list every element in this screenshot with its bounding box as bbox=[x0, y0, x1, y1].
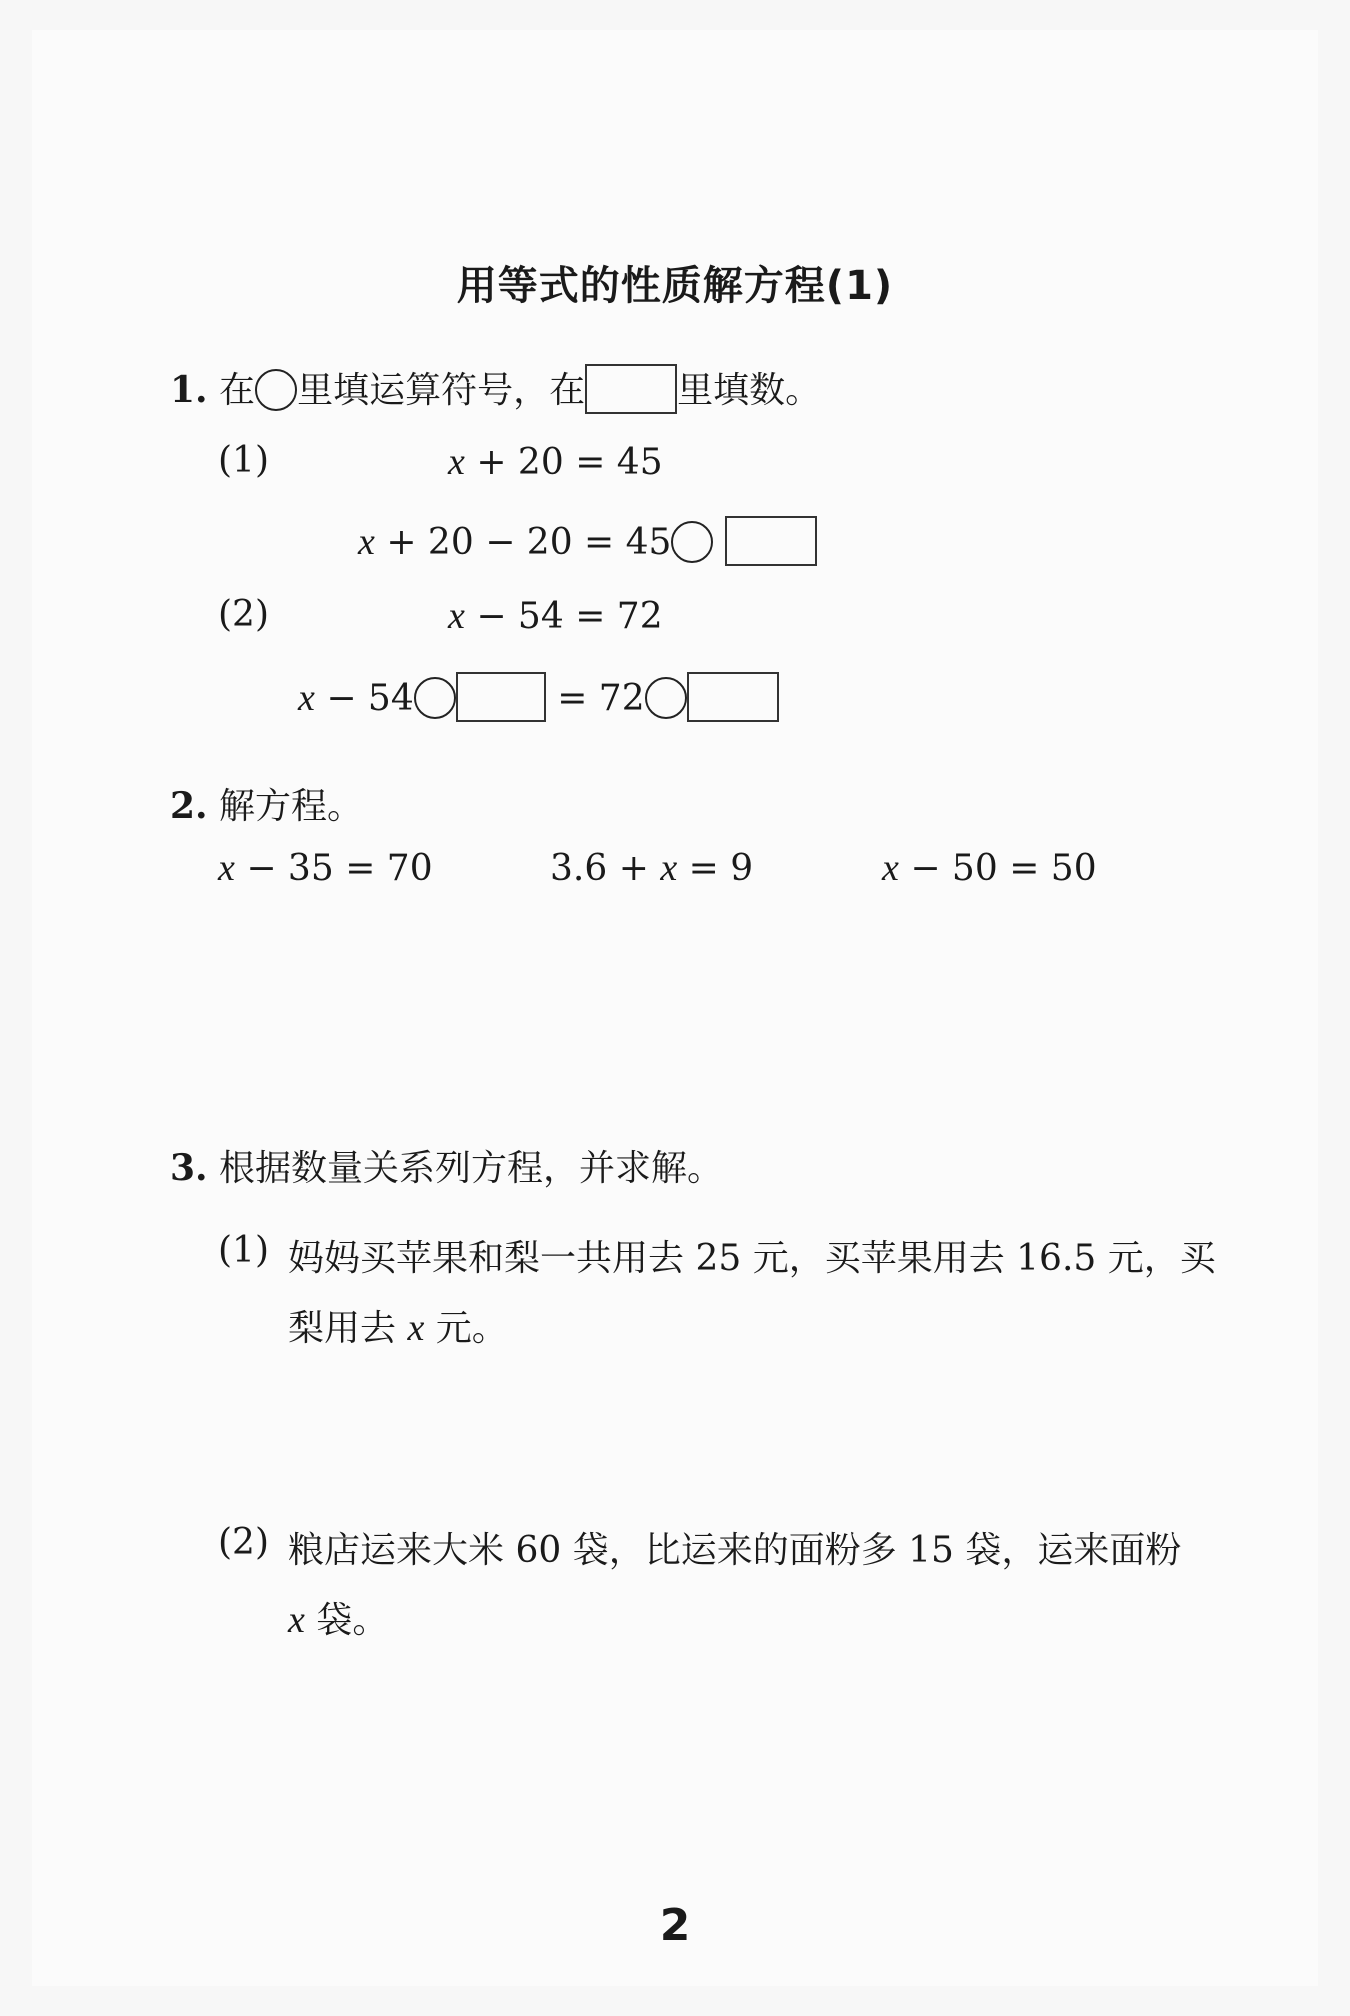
variable-x: x bbox=[288, 1599, 305, 1641]
equation-text: + 20 = 45 bbox=[476, 442, 663, 483]
equation-text: − 54 = 72 bbox=[476, 596, 663, 637]
question-2-equation-1 bbox=[218, 846, 433, 890]
page-title: 用等式的性质解方程(1) bbox=[456, 263, 894, 309]
question-1-text-a: 在 bbox=[219, 370, 256, 411]
question-1-prompt bbox=[170, 362, 821, 414]
question-1-part-2-equation bbox=[448, 594, 663, 638]
variable-x: x bbox=[448, 441, 465, 483]
question-2-equation-3 bbox=[882, 846, 1097, 890]
question-2-equation-2 bbox=[550, 846, 753, 890]
equation-text: − 54 bbox=[326, 678, 414, 719]
variable-x: x bbox=[448, 595, 465, 637]
question-1-text-b: 里填运算符号，在 bbox=[297, 370, 586, 411]
question-2-number: 2. bbox=[170, 785, 208, 827]
question-2-text: 解方程。 bbox=[219, 786, 364, 827]
page-background bbox=[32, 30, 1318, 1986]
question-1-part-1-equation bbox=[448, 440, 663, 484]
question-1-part-1-step bbox=[358, 516, 817, 566]
answer-circle[interactable] bbox=[671, 521, 713, 563]
variable-x: x bbox=[660, 847, 678, 889]
question-3-prompt bbox=[170, 1140, 723, 1191]
variable-x: x bbox=[358, 521, 375, 563]
question-1-part-1-label: (1) bbox=[218, 440, 269, 481]
equation-text: 3.6 + bbox=[550, 848, 649, 889]
equation-text: + 20 − 20 = 45 bbox=[386, 522, 672, 563]
question-1-text-c: 里填数。 bbox=[677, 370, 822, 411]
answer-box[interactable] bbox=[456, 672, 546, 722]
page-number: 2 bbox=[659, 1900, 691, 1951]
answer-circle[interactable] bbox=[645, 677, 687, 719]
question-3-text: 根据数量关系列方程，并求解。 bbox=[219, 1148, 724, 1189]
answer-box[interactable] bbox=[687, 672, 779, 722]
equation-text: − 50 = 50 bbox=[910, 848, 1097, 889]
answer-box[interactable] bbox=[725, 516, 817, 566]
question-2-prompt bbox=[170, 778, 363, 829]
problem-text: 元。 bbox=[435, 1308, 508, 1349]
question-3-part-2-line-1: 粮店运来大米 60 袋，比运来的面粉多 15 袋，运来面粉 bbox=[288, 1530, 1182, 1571]
question-3-part-2-label: (2) bbox=[218, 1522, 269, 1563]
equation-text: = 72 bbox=[557, 678, 645, 719]
variable-x: x bbox=[298, 677, 315, 719]
variable-x: x bbox=[882, 847, 899, 889]
question-1-number: 1. bbox=[170, 369, 208, 411]
equation-text: − 35 = 70 bbox=[246, 848, 433, 889]
question-3-part-1-line-2 bbox=[288, 1300, 508, 1351]
question-3-number: 3. bbox=[170, 1147, 208, 1189]
question-3-part-1-label: (1) bbox=[218, 1230, 269, 1271]
variable-x: x bbox=[218, 847, 235, 889]
question-1-part-2-label: (2) bbox=[218, 594, 269, 635]
problem-text: 袋。 bbox=[316, 1600, 389, 1641]
question-3-part-2-line-2 bbox=[288, 1592, 388, 1643]
problem-text: 梨用去 bbox=[288, 1308, 397, 1349]
circle-symbol bbox=[255, 369, 297, 411]
equation-text: = 9 bbox=[688, 848, 754, 889]
answer-circle[interactable] bbox=[414, 677, 456, 719]
question-3-part-1-line-1: 妈妈买苹果和梨一共用去 25 元，买苹果用去 16.5 元，买 bbox=[288, 1238, 1216, 1279]
variable-x: x bbox=[407, 1307, 425, 1349]
box-symbol bbox=[585, 364, 677, 414]
question-1-part-2-step bbox=[298, 672, 779, 722]
